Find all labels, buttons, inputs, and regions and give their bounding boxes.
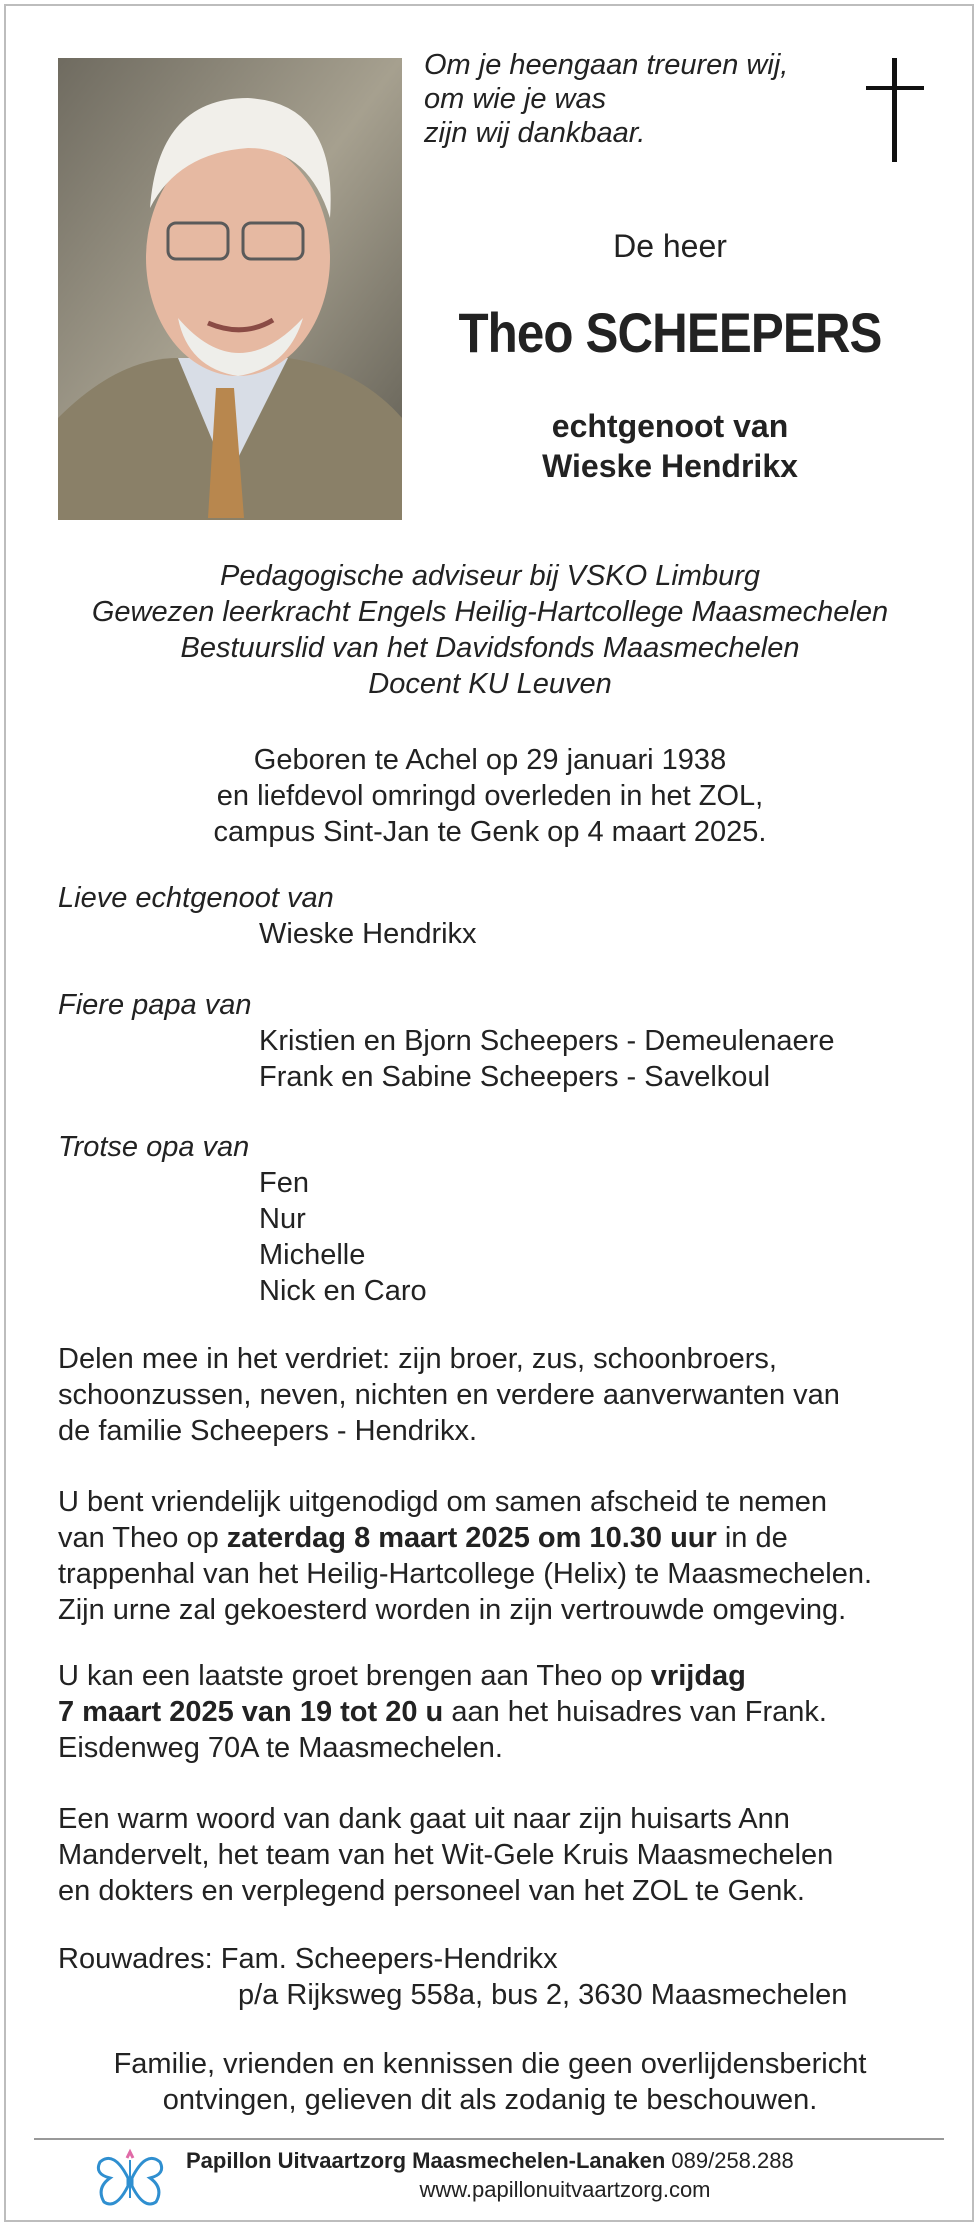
mourning-address-street: p/a Rijksweg 558a, bus 2, 3630 Maasmechelen bbox=[238, 1979, 848, 2011]
spouse-heading: echtgenoot van Wieske Hendrikx bbox=[542, 408, 798, 484]
deceased-name: Theo SCHEEPERS bbox=[458, 301, 882, 364]
career-list: Pedagogische adviseur bij VSKO Limburg Gewezen leerkracht Engels Heilig-Hartcollege Maasmechelen Bestuurslid van het Davidsfonds Maasmechelen Docent KU Leuven bbox=[91, 560, 889, 700]
cross-icon bbox=[866, 58, 924, 162]
mourning-address: Rouwadres: Fam. Scheepers-Hendrikx bbox=[58, 1943, 558, 1975]
portrait-photo bbox=[58, 58, 402, 520]
children-section-heading: Fiere papa van bbox=[58, 989, 252, 1021]
poem bbox=[424, 48, 788, 150]
children-names: Kristien en Bjorn Scheepers - Demeulenaere Frank en Sabine Scheepers - Savelkoul bbox=[259, 1025, 835, 1093]
poem-line: Om je heengaan treuren wij, bbox=[424, 49, 789, 81]
grandchildren-section-heading: Trotse opa van bbox=[58, 1131, 250, 1163]
poem-line: om wie je was bbox=[424, 83, 607, 115]
funeral-home-website[interactable]: www.papillonuitvaartzorg.com bbox=[419, 2177, 711, 2202]
funeral-home-info: Papillon Uitvaartzorg Maasmechelen-Lanaken 089/258.288 bbox=[186, 2148, 794, 2173]
grandchildren-names: Fen Nur Michelle Nick en Caro bbox=[259, 1167, 427, 1307]
visit-paragraph: U kan een laatste groet brengen aan Theo op vrijdag 7 maart 2025 van 19 tot 20 u aan het huisadres van Frank. Eisdenweg 70A te Maasmechelen. bbox=[58, 1660, 827, 1764]
grief-paragraph: Delen mee in het verdriet: zijn broer, zus, schoonbroers, schoonzussen, neven, nichten en verdere aanverwanten van de familie Scheepers - Hendrikx. bbox=[58, 1343, 840, 1447]
spouse-names: Wieske Hendrikx bbox=[259, 918, 477, 950]
deceased-title: De heer bbox=[613, 228, 727, 264]
spouse-section-heading: Lieve echtgenoot van bbox=[58, 882, 334, 914]
farewell-paragraph: U bent vriendelijk uitgenodigd om samen afscheid te nemen van Theo op zaterdag 8 maart 2025 om 10.30 uur in de trappenhal van het Heilig-Hartcollege (Helix) te Maasmechelen. Zijn urne zal gekoesterd worden in zijn vertrouwde omgeving. bbox=[58, 1486, 873, 1626]
thanks-paragraph: Een warm woord van dank gaat uit naar zijn huisarts Ann Mandervelt, het team van het Wit-Gele Kruis Maasmechelen en dokters en verplegend personeel van het ZOL te Genk. bbox=[58, 1803, 834, 1907]
birth-death-text: Geboren te Achel op 29 januari 1938 en liefdevol omringd overleden in het ZOL, campus Sint-Jan te Genk op 4 maart 2025. bbox=[213, 744, 767, 848]
closing-note: Familie, vrienden en kennissen die geen overlijdensbericht ontvingen, gelieven dit als zodanig te beschouwen. bbox=[113, 2048, 867, 2116]
footer-divider bbox=[34, 2138, 944, 2140]
butterfly-logo-icon bbox=[94, 2148, 166, 2212]
poem-line: zijn wij dankbaar. bbox=[424, 117, 646, 149]
